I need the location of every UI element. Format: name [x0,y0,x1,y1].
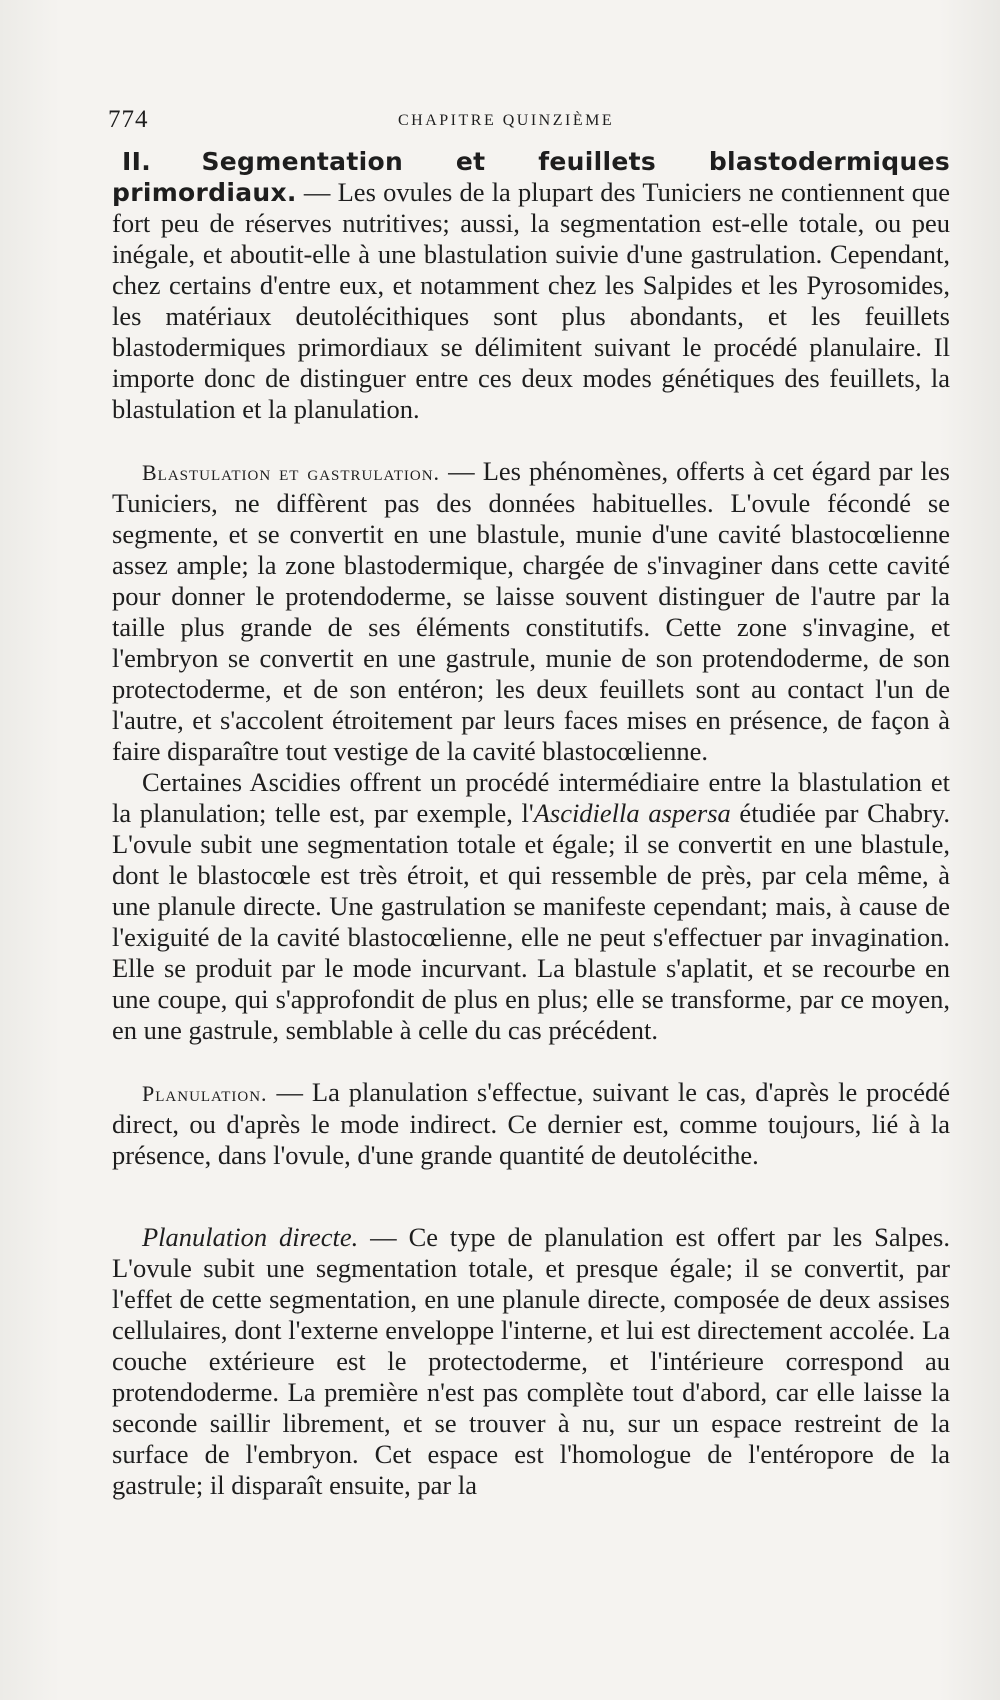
blastulation-paragraph [112,456,950,767]
planulation-heading: Planulation. [142,1081,268,1106]
planulation-paragraph [112,1077,950,1171]
ascidies-text-start: Certaines Ascidies offrent un procédé intermédiaire entre la blastulation et la planulation; telle est, par exemple, l' [112,767,950,828]
ascidies-paragraph [112,767,950,1046]
section-title: Segmentation et feuillets blastodermiques primordiaux. [112,147,951,207]
section-number: II. [122,147,152,176]
blastulation-text: — Les phénomènes, offerts à cet égard par les Tuniciers, ne diffèrent pas des données habituelles. L'ovule fécondé se segmente, et se convertit en une blastule, munie d'une cavité blastocœlienne assez ample; la zone blastodermique, chargée de s'invaginer dans cette cavité pour donner le protendoderme, se laisse souvent distinguer de l'autre par la taille plus grande de ses éléments constitutifs. Cette zone s'invagine, et l'embryon se convertit en une gastrule, munie de son protendoderme, de son protectoderme, et de son entéron; les deux feuillets sont au contact l'un de l'autre, et s'accolent étroitement par leurs faces mises en présence, de façon à faire disparaître tout vestige de la cavité blastocœlienne. [112,456,950,766]
ascidies-text-end: étudiée par Chabry. L'ovule subit une segmentation totale et égale; il se convertit en une blastule, dont le blastocœle est très étroit, et qui ressemble de près, par cela même, à une planule directe. Une gastrulation se manifeste cependant; mais, à cause de l'exiguité de la cavité blastocœlienne, elle ne peut s'effectuer par invagination. Elle se produit par le mode incurvant. La blastule s'aplatit, et se recourbe en une coupe, qui s'approfondit de plus en plus; elle se transforme, par ce moyen, en une gastrule, semblable à celle du cas précédent. [112,798,951,1045]
planulation-directe-heading: Planulation directe. [142,1222,359,1252]
section-body: — Les ovules de la plupart des Tuniciers ne contiennent que fort peu de réserves nutritives; aussi, la segmentation est-elle totale, ou peu inégale, et aboutit-elle à une blastulation suivie d'une gastrulation. Cependant, chez certains d'entre eux, et notamment chez les Salpides et les Pyrosomides, les matériaux deutolécithiques sont plus abondants, et les feuillets blastodermiques primordiaux se délimitent suivant le procédé planulaire. Il importe donc de distinguer entre ces deux modes génétiques des feuillets, la blastulation et la planulation. [112,177,950,424]
planulation-directe-text: — Ce type de planulation est offert par les Salpes. L'ovule subit une segmentation totale, et presque égale; il se convertit, par l'effet de cette segmentation, en une planule directe, composée de deux assises cellulaires, dont l'externe enveloppe l'interne, et lui est directement accolée. La couche extérieure est le protectoderme, et l'intérieure correspond au protendoderme. La première n'est pas complète tout d'abord, car elle laisse la seconde saillir librement, et se trouver à nu, sur un espace restreint de la surface de l'embryon. Cet espace est l'homologue de l'entéropore de la gastrule; il disparaît ensuite, par la [112,1222,950,1500]
running-head: CHAPITRE QUINZIÈME [398,112,615,129]
species-name: Ascidiella aspersa [533,798,731,828]
paragraph-gap [112,1171,950,1191]
section-paragraph [112,146,950,425]
page-header [108,106,948,136]
page-body [112,146,950,1501]
planulation-directe-paragraph [112,1222,950,1501]
blastulation-heading: Blastulation et gastrulation. [142,460,441,485]
page-number: 774 [108,106,149,133]
planulation-text: — La planulation s'effectue, suivant le cas, d'après le procédé direct, ou d'après le mode indirect. Ce dernier est, comme toujours, lié à la présence, dans l'ovule, d'une grande quantité de deutolécithe. [112,1077,950,1170]
